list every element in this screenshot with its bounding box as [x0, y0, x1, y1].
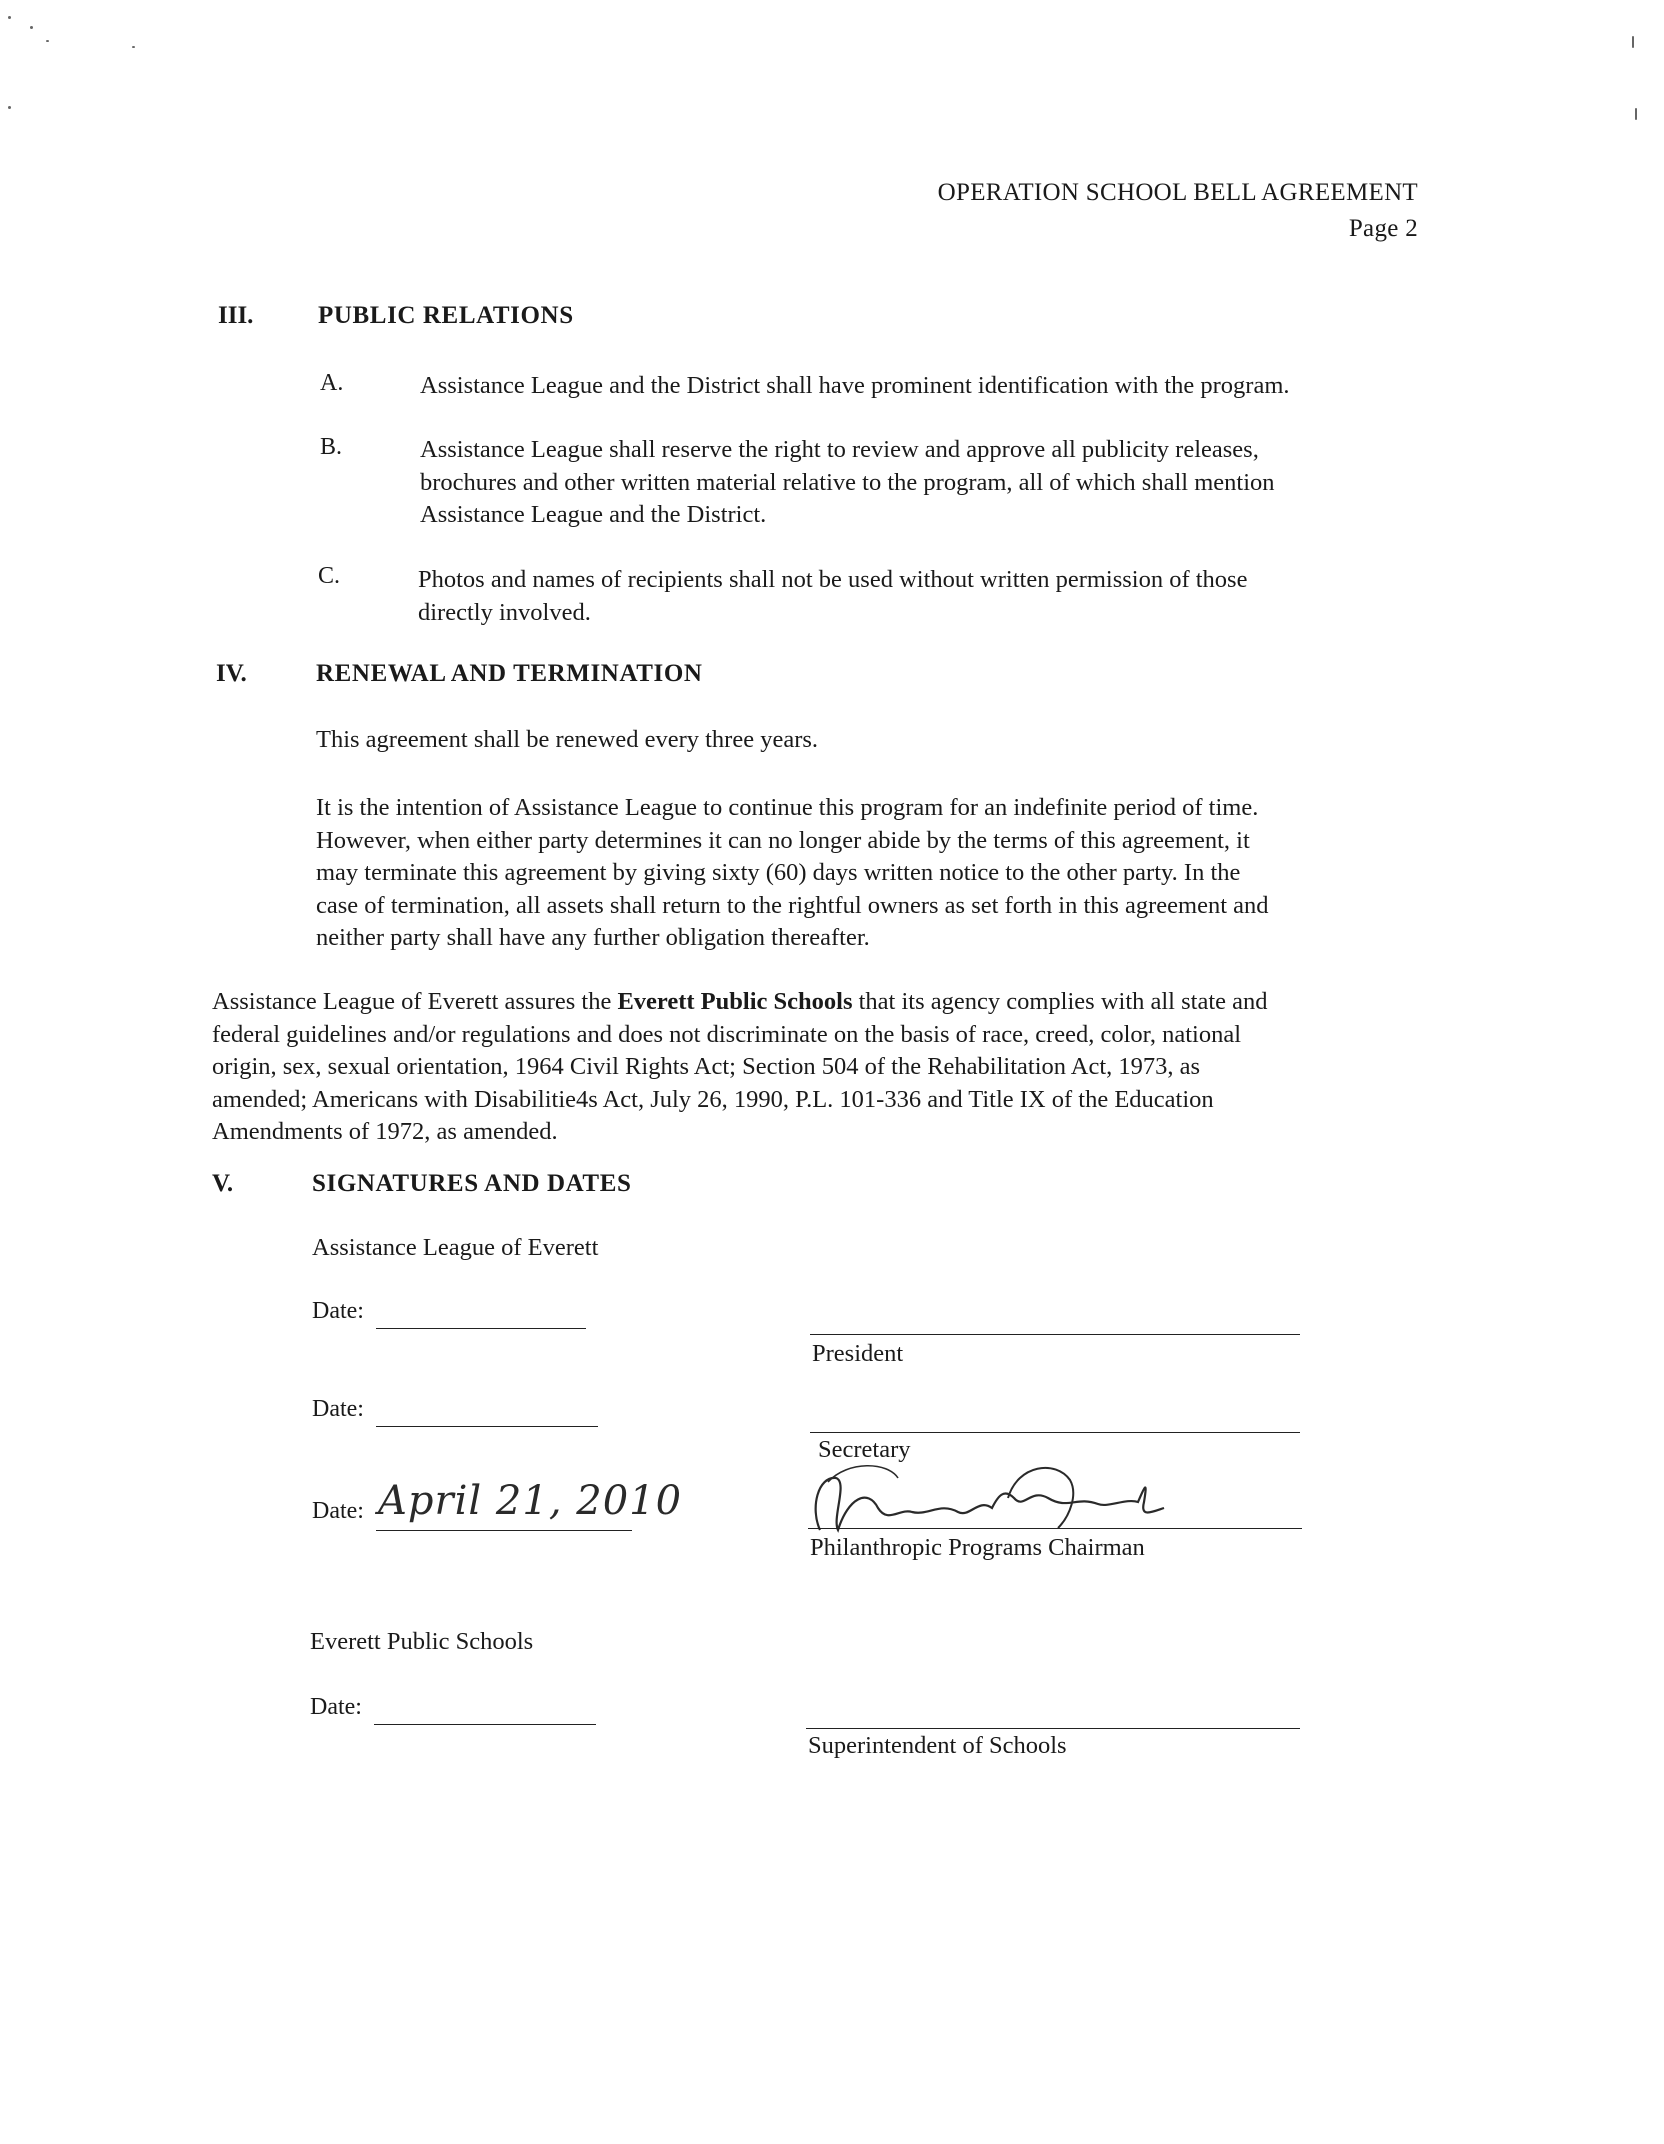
date-line	[376, 1530, 632, 1531]
item-letter-a: A.	[320, 370, 344, 396]
compliance-text: Assistance League of Everett assures the	[212, 988, 618, 1015]
header-title: OPERATION SCHOOL BELL AGREEMENT	[937, 179, 1418, 206]
district-name-bold: Everett Public Schools	[617, 988, 853, 1015]
text-line: federal guidelines and/or regulations and does not discriminate on the basis of race, creed, color, national	[212, 1020, 1242, 1048]
role-president: President	[812, 1340, 904, 1367]
date-label: Date:	[310, 1694, 362, 1720]
document-header	[938, 175, 1418, 247]
item-a-text	[420, 370, 1290, 403]
item-letter-b: B.	[320, 434, 343, 460]
org-everett-public-schools: Everett Public Schools	[310, 1628, 534, 1655]
item-b-text	[420, 434, 1275, 532]
scan-speck	[8, 16, 11, 19]
text-line: case of termination, all assets shall return to the rightful owners as set forth in this agreement and	[316, 891, 1269, 919]
text-line: directly involved.	[418, 598, 591, 626]
org-assistance-league: Assistance League of Everett	[312, 1234, 599, 1261]
date-line	[376, 1328, 586, 1329]
header-page-number: Page 2	[1348, 215, 1418, 242]
role-chairman: Philanthropic Programs Chairman	[810, 1534, 1145, 1561]
role-secretary: Secretary	[818, 1436, 911, 1463]
date-line	[376, 1426, 598, 1427]
date-line	[374, 1724, 596, 1725]
scan-speck	[1635, 108, 1637, 120]
section-3-title: PUBLIC RELATIONS	[318, 302, 574, 329]
date-label: Date:	[312, 1498, 364, 1524]
signature-line-secretary	[810, 1432, 1300, 1433]
section-5-title: SIGNATURES AND DATES	[312, 1170, 632, 1197]
section-4-number: IV.	[216, 660, 247, 687]
text-line: brochures and other written material relative to the program, all of which shall mention	[420, 468, 1275, 496]
section-3-number: III.	[218, 302, 254, 329]
scan-speck	[30, 26, 33, 29]
text-line	[212, 986, 1268, 1019]
role-superintendent: Superintendent of Schools	[808, 1732, 1067, 1759]
signature-line-chairman	[808, 1528, 1302, 1529]
date-label: Date:	[312, 1396, 364, 1422]
text-line: may terminate this agreement by giving sixty (60) days written notice to the other party. In the	[316, 859, 1241, 886]
renewal-paragraph: This agreement shall be renewed every three years.	[316, 726, 819, 753]
item-letter-c: C.	[318, 563, 341, 589]
text-line: Amendments of 1972, as amended.	[212, 1118, 558, 1145]
compliance-text: that its agency complies with all state and	[852, 988, 1268, 1015]
termination-paragraph	[316, 792, 1269, 955]
scan-speck	[1632, 36, 1634, 48]
item-c-text	[418, 564, 1247, 629]
scan-speck	[46, 40, 49, 42]
signature-line-superintendent	[806, 1728, 1300, 1729]
section-4-title: RENEWAL AND TERMINATION	[316, 660, 703, 687]
text-line: amended; Americans with Disabilitie4s Act, July 26, 1990, P.L. 101-336 and Title IX of the Education	[212, 1085, 1214, 1113]
compliance-paragraph	[212, 986, 1268, 1149]
scan-speck	[132, 46, 135, 48]
text-line: Photos and names of recipients shall not be used without written permission of those	[418, 566, 1248, 593]
text-line: neither party shall have any further obligation thereafter.	[316, 924, 870, 951]
text-line: It is the intention of Assistance League to continue this program for an indefinite period of time.	[316, 794, 1259, 821]
date-label: Date:	[312, 1298, 364, 1324]
section-5-number: V.	[212, 1170, 234, 1197]
text-line: Assistance League shall reserve the right to review and approve all publicity releases,	[420, 436, 1259, 463]
text-line: Assistance League and the District shall have prominent identification with the program.	[420, 372, 1290, 399]
text-line: origin, sex, sexual orientation, 1964 Civil Rights Act; Section 504 of the Rehabilitation Act, 1973, as	[212, 1053, 1201, 1080]
scan-speck	[8, 106, 11, 109]
text-line: Assistance League and the District.	[420, 501, 767, 528]
signature-line-president	[810, 1334, 1300, 1335]
text-line: However, when either party determines it can no longer abide by the terms of this agreement, it	[316, 826, 1250, 854]
handwritten-date: April 21, 2010	[378, 1478, 683, 1524]
handwritten-signature	[808, 1458, 1188, 1538]
